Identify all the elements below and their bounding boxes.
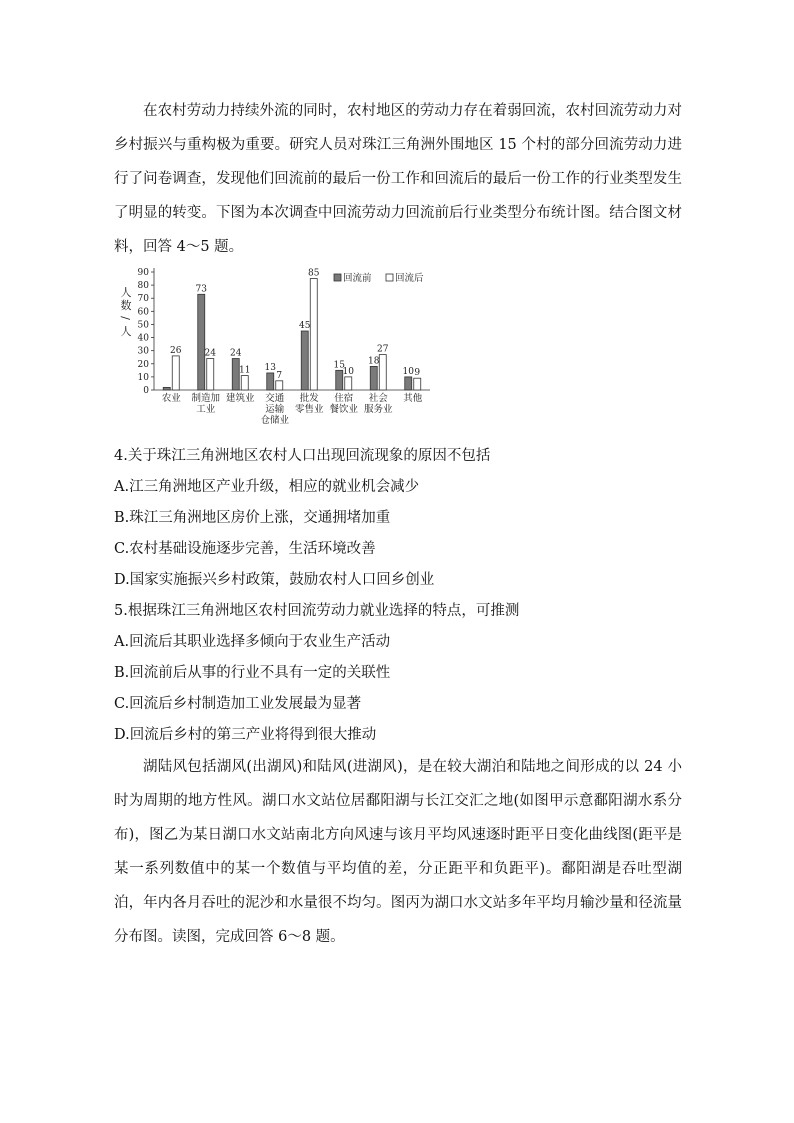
bar-after [310, 279, 317, 390]
category-label: 餐饮业 [329, 404, 359, 415]
y-tick-label: 30 [137, 346, 149, 357]
data-label-before: 18 [368, 356, 380, 367]
data-label-after: 7 [276, 370, 283, 381]
bar-after [379, 355, 386, 390]
data-label-before: 73 [195, 284, 207, 295]
data-label-after: 10 [342, 366, 354, 377]
y-tick-label: 90 [137, 268, 149, 278]
svg-text:/: / [119, 316, 132, 320]
q4-option-d: D.国家实施振兴乡村政策，鼓励农村人口回乡创业 [114, 572, 435, 588]
legend-swatch-after [386, 274, 393, 281]
y-tick-label: 40 [137, 333, 149, 344]
category-label: 零售业 [294, 404, 324, 415]
y-tick-label: 20 [137, 359, 149, 370]
data-label-before: 24 [230, 348, 242, 359]
category-label: 仓储业 [260, 415, 290, 426]
data-label-after: 85 [308, 268, 320, 279]
data-label-before: 10 [402, 366, 414, 377]
data-label-after: 11 [239, 365, 251, 376]
data-label-after: 26 [170, 345, 182, 356]
y-tick-label: 70 [137, 294, 149, 305]
q4-option-a: A.江三角洲地区产业升级，相应的就业机会减少 [114, 479, 420, 495]
q5-option-d: D.回流后乡村的第三产业将得到很大推动 [114, 727, 377, 743]
category-label: 其他 [403, 393, 423, 404]
employment-bar-chart [110, 258, 440, 436]
data-label-after: 24 [204, 348, 216, 359]
category-label: 批发 [299, 393, 319, 404]
q4-option-c: C.农村基础设施逐步完善，生活环境改善 [114, 541, 376, 557]
category-label: 建筑业 [225, 393, 255, 404]
bar-after [241, 376, 248, 390]
data-label-before: 45 [299, 321, 311, 331]
data-label-before: 13 [264, 362, 276, 373]
svg-text:人: 人 [120, 325, 132, 338]
svg-text:数: 数 [120, 299, 132, 312]
legend-label-before: 回流前 [343, 273, 372, 284]
data-label-after: 27 [377, 344, 389, 355]
legend-swatch-before [334, 274, 341, 281]
legend-label-after: 回流后 [395, 273, 424, 284]
y-tick-label: 10 [137, 372, 149, 383]
bar-before [163, 387, 170, 390]
y-axis-label [119, 286, 132, 338]
data-label-before: 15 [333, 360, 345, 371]
bar-after [172, 356, 179, 390]
category-label: 制造加 [191, 393, 221, 404]
bar-after [414, 378, 421, 390]
y-tick-label: 50 [137, 320, 149, 331]
bar-after [345, 377, 352, 390]
bar-before [370, 366, 377, 390]
bar-before [267, 373, 274, 390]
bar-after [207, 359, 214, 390]
category-label: 运输 [265, 404, 285, 415]
outro-paragraph: 湖陆风包括湖风(出湖风)和陆风(进湖风)，是在较大湖泊和陆地之间形成的以 24 小时为周期的地方性风。湖口水文站位居鄱阳湖与长江交汇之地(如图甲示意鄱阳湖水系分布)，图乙为某日湖口水文站南北方向风速与该月平均风速逐时距平日变化曲线图(距平是某一系列数值中的某一个数值与平均值的差，分正距平和负距平)。鄱阳湖是吞吐型湖泊，年内各月吞吐的泥沙和水量很不均匀。图丙为湖口水文站多年平均月输沙量和径流量分布图。读图，完成回答 6～8 题。 [114, 759, 682, 945]
q5-option-a: A.回流后其职业选择多倾向于农业生产活动 [114, 634, 391, 650]
q5-option-b: B.回流前后从事的行业不具有一定的关联性 [114, 665, 391, 681]
q5-option-c: C.回流后乡村制造加工业发展最为显著 [114, 696, 362, 712]
category-label: 工业 [196, 404, 216, 415]
y-tick-label: 80 [137, 281, 149, 292]
category-label: 交通 [265, 393, 285, 404]
q4-option-b: B.珠江三角洲地区房价上涨，交通拥堵加重 [114, 510, 391, 526]
q5-stem: 5.根据珠江三角洲地区农村回流劳动力就业选择的特点，可推测 [114, 603, 520, 619]
bar-before [301, 331, 308, 390]
category-label: 住宿 [334, 393, 354, 404]
category-label: 社会 [368, 393, 388, 404]
svg-text:人: 人 [120, 286, 132, 299]
q4-stem: 4.关于珠江三角洲地区农村人口出现回流现象的原因不包括 [114, 448, 491, 464]
y-tick-label: 0 [143, 386, 149, 396]
category-label: 农业 [161, 393, 181, 404]
data-label-after: 9 [414, 368, 421, 379]
bar-before [198, 294, 205, 390]
bar-before [405, 377, 412, 390]
intro-paragraph: 在农村劳动力持续外流的同时，农村地区的劳动力存在着弱回流，农村回流劳动力对乡村振兴与重构极为重要。研究人员对珠江三角洲外围地区 15 个村的部分回流劳动力进行了问卷调查，发现他们回流前的最后一份工作和回流后的最后一份工作的行业类型发生了明显的转变。下图为本次调查中回流劳动力回流前后行业类型分布统计图。结合图文材料，回答 4～5 题。 [114, 103, 682, 255]
category-label: 服务业 [363, 404, 393, 415]
bar-after [276, 381, 283, 390]
y-tick-label: 60 [137, 307, 149, 318]
